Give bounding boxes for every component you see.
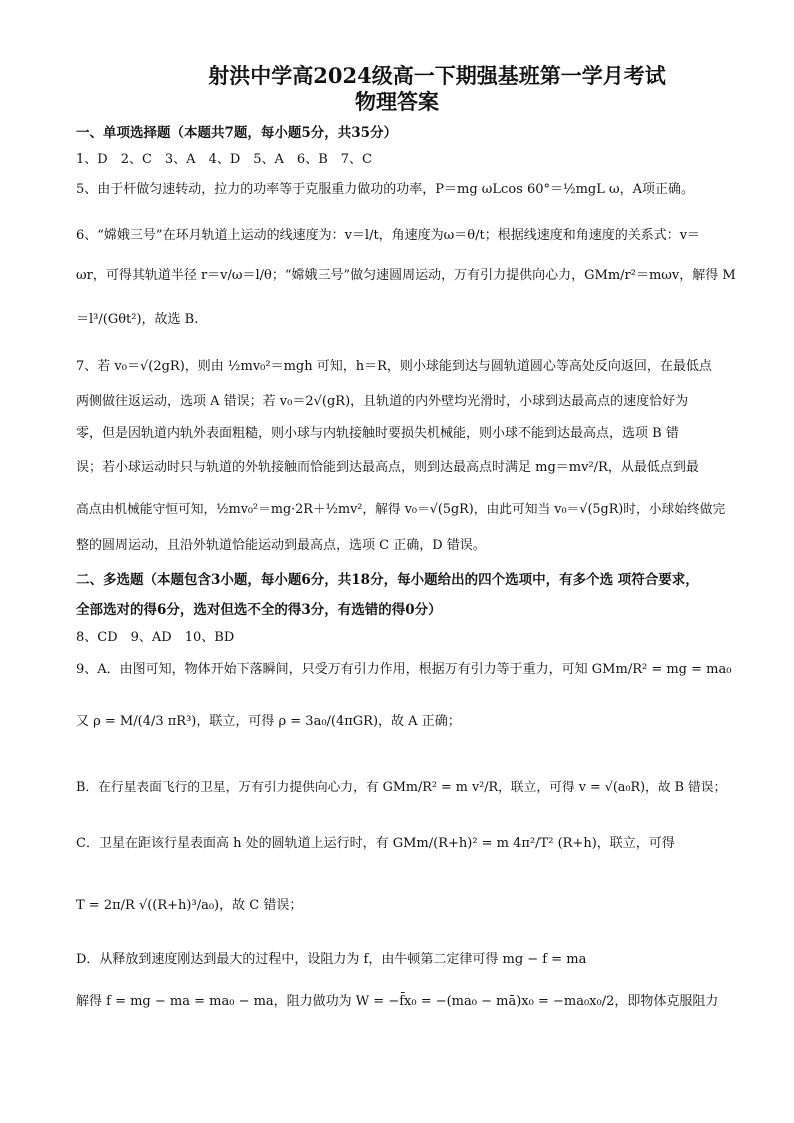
- q5-solution: 5、由于杆做匀速转动，拉力的功率等于克服重力做功的功率，P＝mg ωLcos 60°＝½mgL ω，A项正确。: [76, 182, 694, 197]
- q7-line-2: 两侧做往返运动，选项 A 错误；若 v₀＝2√(gR)，且轨道的内外壁均光滑时，小球到达最高点的速度恰好为: [76, 394, 689, 409]
- q6-line-3: ＝l³/(Gθt²)，故选 B.: [76, 312, 199, 327]
- q7-line-4: 误；若小球运动时只与轨道的外轨接触而恰能到达最高点，则到达最高点时满足 mg＝mv²/R，从最低点到最: [76, 460, 699, 475]
- q7-line-6: 整的圆周运动，且沿外轨道恰能运动到最高点，选项 C 正确，D 错误。: [76, 538, 486, 553]
- section2-heading-line-1: 二、多选题（本题包含3小题，每小题6分，共18分，每小题给出的四个选项中，有多个选 项符合要求，: [76, 572, 699, 588]
- document-title: 射洪中学高2024级高一下期强基班第一学月考试: [208, 63, 666, 88]
- q7-line-1: 7、若 v₀＝√(2gR)，则由 ½mv₀²＝mgh 可知，h＝R，则小球能到达与圆轨道圆心等高处反向返回，在最低点: [76, 359, 712, 374]
- document-subtitle: 物理答案: [355, 89, 439, 114]
- q7-line-3: 零，但是因轨道内轨外表面粗糙，则小球与内轨接触时要损失机械能，则小球不能到达最高点，选项 B 错: [76, 426, 679, 441]
- q9d-line-2: 解得 f = mg − ma = ma₀ − ma，阻力做功为 W = −f̄x₀ = −(ma₀ − mā)x₀ = −ma₀x₀/2，即物体克服阻力: [76, 994, 719, 1009]
- section1-heading: 一、单项选择题（本题共7题，每小题5分，共35分）: [76, 125, 398, 141]
- q9b-solution: B．在行星表面飞行的卫星，万有引力提供向心力，有 GMm/R² = m v²/R，联立，可得 v = √(a₀R)，故 B 错误；: [76, 780, 727, 795]
- q9c-line-1: C．卫星在距该行星表面高 h 处的圆轨道上运行时，有 GMm/(R+h)² = m 4π²/T² (R+h)，联立，可得: [76, 836, 675, 851]
- q9a-line-2: 又 ρ = M/(4/3 πR³)，联立，可得 ρ = 3a₀/(4πGR)，故 A 正确；: [76, 714, 461, 729]
- q6-line-1: 6、“嫦娥三号”在环月轨道上运动的线速度为：v＝l/t，角速度为ω＝θ/t；根据线速度和角速度的关系式：v＝: [76, 228, 701, 243]
- section1-answers: 1、D 2、C 3、A 4、D 5、A 6、B 7、C: [76, 152, 372, 167]
- q6-line-2: ωr，可得其轨道半径 r＝v/ω＝l/θ；“嫦娥三号”做匀速圆周运动，万有引力提供向心力，GMm/r²＝mωv，解得 M: [76, 268, 736, 283]
- section2-heading-line-2: 全部选对的得6分，选对但选不全的得3分，有选错的得0分）: [76, 602, 442, 618]
- q9a-line-1: 9、A．由图可知，物体开始下落瞬间，只受万有引力作用，根据万有引力等于重力，可知 GMm/R² = mg = ma₀: [76, 662, 732, 677]
- q7-line-5: 高点由机械能守恒可知，½mv₀²＝mg·2R＋½mv²，解得 v₀＝√(5gR)，由此可知当 v₀＝√(5gR)时，小球始终做完: [76, 502, 726, 517]
- q9c-line-2: T = 2π/R √((R+h)³/a₀)，故 C 错误；: [76, 898, 303, 913]
- q9d-line-1: D．从释放到速度刚达到最大的过程中，设阻力为 f，由牛顿第二定律可得 mg − f = ma: [76, 952, 587, 967]
- section2-answers: 8、CD 9、AD 10、BD: [76, 630, 235, 645]
